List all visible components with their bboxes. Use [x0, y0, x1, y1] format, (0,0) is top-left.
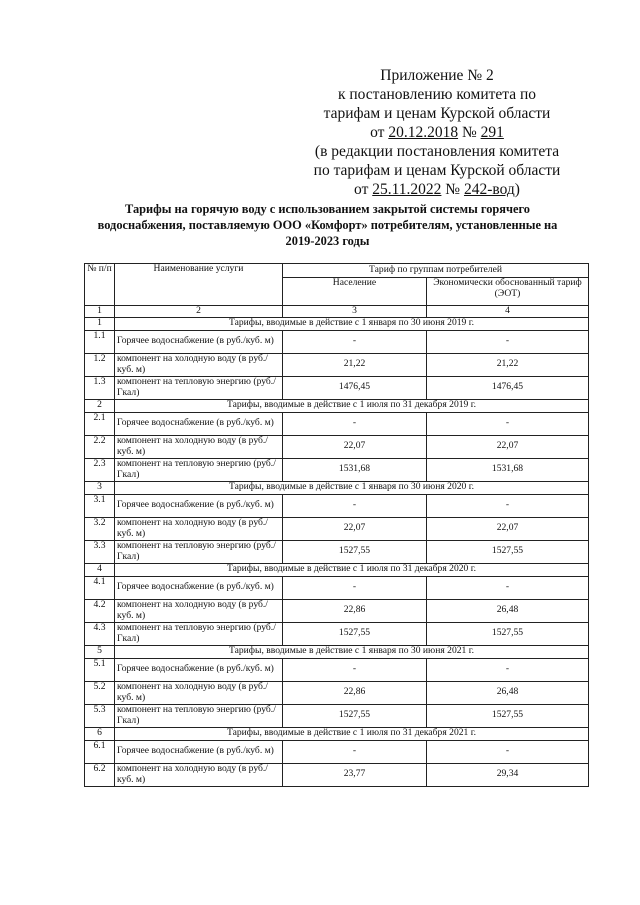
item-name: компонент на холодную воду (в руб./куб. м) — [115, 353, 283, 376]
title-line: 2019-2023 годы — [285, 234, 370, 248]
column-number-row — [85, 306, 589, 318]
period-row — [85, 563, 589, 576]
item-number: 3.2 — [85, 517, 115, 540]
population-tariff: 22,86 — [283, 681, 427, 704]
period-row — [85, 645, 589, 658]
header-service: Наименование услуги — [115, 264, 283, 306]
period-title: Тарифы, вводимые в действие с 1 января по 30 июня 2020 г. — [115, 481, 589, 494]
item-name: компонент на тепловую энергию (руб./Гкал) — [115, 458, 283, 481]
item-name: компонент на тепловую энергию (руб./Гкал) — [115, 622, 283, 645]
table-row — [85, 740, 589, 763]
table-row — [85, 681, 589, 704]
table-row — [85, 658, 589, 681]
eot-tariff: 1476,45 — [427, 376, 589, 399]
item-number: 6.1 — [85, 740, 115, 763]
population-tariff: 1527,55 — [283, 540, 427, 563]
header-population: Население — [283, 278, 427, 306]
table-row — [85, 540, 589, 563]
period-number: 2 — [85, 399, 115, 412]
item-name: Горячее водоснабжение (в руб./куб. м) — [115, 740, 283, 763]
table-row — [85, 494, 589, 517]
population-tariff: 1527,55 — [283, 622, 427, 645]
period-number: 4 — [85, 563, 115, 576]
item-name: компонент на тепловую энергию (руб./Гкал) — [115, 540, 283, 563]
eot-tariff: 1531,68 — [427, 458, 589, 481]
table-row — [85, 353, 589, 376]
period-row — [85, 399, 589, 412]
item-number: 6.2 — [85, 763, 115, 786]
appendix-from: от — [354, 181, 373, 198]
item-name: компонент на холодную воду (в руб./куб. м) — [115, 599, 283, 622]
title-line: Тарифы на горячую воду с использованием закрытой системы горячего — [124, 202, 530, 216]
period-number: 1 — [85, 317, 115, 330]
item-number: 2.2 — [85, 435, 115, 458]
item-name: Горячее водоснабжение (в руб./куб. м) — [115, 658, 283, 681]
eot-tariff: - — [427, 412, 589, 435]
eot-tariff: - — [427, 494, 589, 517]
item-number: 5.3 — [85, 704, 115, 727]
item-name: компонент на холодную воду (в руб./куб. м) — [115, 763, 283, 786]
eot-tariff: 22,07 — [427, 435, 589, 458]
population-tariff: 22,86 — [283, 599, 427, 622]
amendment-date: 25.11.2022 — [372, 181, 442, 198]
item-name: компонент на тепловую энергию (руб./Гкал) — [115, 704, 283, 727]
population-tariff: - — [283, 576, 427, 599]
period-number: 5 — [85, 645, 115, 658]
population-tariff: 1527,55 — [283, 704, 427, 727]
eot-tariff: - — [427, 330, 589, 353]
table-row — [85, 412, 589, 435]
period-row — [85, 481, 589, 494]
eot-tariff: - — [427, 576, 589, 599]
eot-tariff: 21,22 — [427, 353, 589, 376]
item-name: Горячее водоснабжение (в руб./куб. м) — [115, 494, 283, 517]
population-tariff: 23,77 — [283, 763, 427, 786]
appendix-title: Приложение № 2 — [380, 67, 494, 84]
appendix-line: по тарифам и ценам Курской области — [313, 162, 561, 179]
eot-tariff: 22,07 — [427, 517, 589, 540]
eot-tariff: 1527,55 — [427, 540, 589, 563]
population-tariff: 22,07 — [283, 517, 427, 540]
table-row — [85, 458, 589, 481]
item-name: компонент на тепловую энергию (руб./Гкал) — [115, 376, 283, 399]
appendix-line: к постановлению комитета по — [337, 86, 537, 103]
item-number: 3.1 — [85, 494, 115, 517]
title-line: водоснабжения, поставляемую ООО «Комфорт» потребителям, установленные на — [97, 218, 558, 232]
appendix-no: № — [441, 181, 464, 198]
eot-tariff: 1527,55 — [427, 622, 589, 645]
item-number: 2.1 — [85, 412, 115, 435]
item-number: 4.3 — [85, 622, 115, 645]
table-row — [85, 763, 589, 786]
column-number: 3 — [283, 306, 427, 318]
appendix-amendment-ref — [292, 180, 582, 199]
header-eot: Экономически обоснованный тариф (ЭОТ) — [427, 278, 589, 306]
eot-tariff: - — [427, 658, 589, 681]
item-number: 1.3 — [85, 376, 115, 399]
table-row — [85, 704, 589, 727]
period-number: 6 — [85, 727, 115, 740]
tariff-table-body — [85, 317, 589, 786]
eot-tariff: - — [427, 740, 589, 763]
table-row — [85, 376, 589, 399]
eot-tariff: 1527,55 — [427, 704, 589, 727]
period-title: Тарифы, вводимые в действие с 1 июля по 31 декабря 2020 г. — [115, 563, 589, 576]
table-row — [85, 576, 589, 599]
population-tariff: - — [283, 412, 427, 435]
item-number: 4.2 — [85, 599, 115, 622]
header-num: № п/п — [85, 264, 115, 306]
period-number: 3 — [85, 481, 115, 494]
population-tariff: 22,07 — [283, 435, 427, 458]
item-number: 1.1 — [85, 330, 115, 353]
document-title — [40, 201, 615, 249]
period-title: Тарифы, вводимые в действие с 1 июля по 31 декабря 2019 г. — [115, 399, 589, 412]
table-row — [85, 599, 589, 622]
column-number: 2 — [115, 306, 283, 318]
item-number: 5.1 — [85, 658, 115, 681]
population-tariff: - — [283, 494, 427, 517]
table-row — [85, 622, 589, 645]
resolution-number: 291 — [480, 124, 504, 141]
item-name: компонент на холодную воду (в руб./куб. м) — [115, 517, 283, 540]
period-title: Тарифы, вводимые в действие с 1 января по 30 июня 2021 г. — [115, 645, 589, 658]
amendment-number: 242-вод — [463, 181, 515, 198]
table-row — [85, 517, 589, 540]
appendix-line: тарифам и ценам Курской области — [323, 105, 551, 122]
item-name: Горячее водоснабжение (в руб./куб. м) — [115, 576, 283, 599]
table-row — [85, 330, 589, 353]
eot-tariff: 26,48 — [427, 599, 589, 622]
eot-tariff: 26,48 — [427, 681, 589, 704]
tariff-table — [84, 263, 589, 787]
column-number: 4 — [427, 306, 589, 318]
appendix-from: от — [370, 124, 389, 141]
column-number: 1 — [85, 306, 115, 318]
item-name: Горячее водоснабжение (в руб./куб. м) — [115, 412, 283, 435]
period-title: Тарифы, вводимые в действие с 1 июля по 31 декабря 2021 г. — [115, 727, 589, 740]
appendix-resolution-ref — [292, 123, 582, 142]
item-name: Горячее водоснабжение (в руб./куб. м) — [115, 330, 283, 353]
period-row — [85, 317, 589, 330]
population-tariff: 1531,68 — [283, 458, 427, 481]
eot-tariff: 29,34 — [427, 763, 589, 786]
item-number: 3.3 — [85, 540, 115, 563]
item-number: 1.2 — [85, 353, 115, 376]
population-tariff: - — [283, 740, 427, 763]
header-tariff-group: Тариф по группам потребителей — [283, 264, 589, 278]
population-tariff: - — [283, 330, 427, 353]
appendix-header — [292, 66, 582, 199]
item-number: 4.1 — [85, 576, 115, 599]
population-tariff: 21,22 — [283, 353, 427, 376]
appendix-close-paren: ) — [514, 181, 520, 198]
item-name: компонент на холодную воду (в руб./куб. м) — [115, 681, 283, 704]
item-number: 5.2 — [85, 681, 115, 704]
period-title: Тарифы, вводимые в действие с 1 января по 30 июня 2019 г. — [115, 317, 589, 330]
population-tariff: 1476,45 — [283, 376, 427, 399]
population-tariff: - — [283, 658, 427, 681]
appendix-no: № — [458, 124, 481, 141]
table-row — [85, 435, 589, 458]
period-row — [85, 727, 589, 740]
appendix-line: (в редакции постановления комитета — [314, 143, 560, 160]
resolution-date: 20.12.2018 — [388, 124, 459, 141]
item-name: компонент на холодную воду (в руб./куб. м) — [115, 435, 283, 458]
item-number: 2.3 — [85, 458, 115, 481]
